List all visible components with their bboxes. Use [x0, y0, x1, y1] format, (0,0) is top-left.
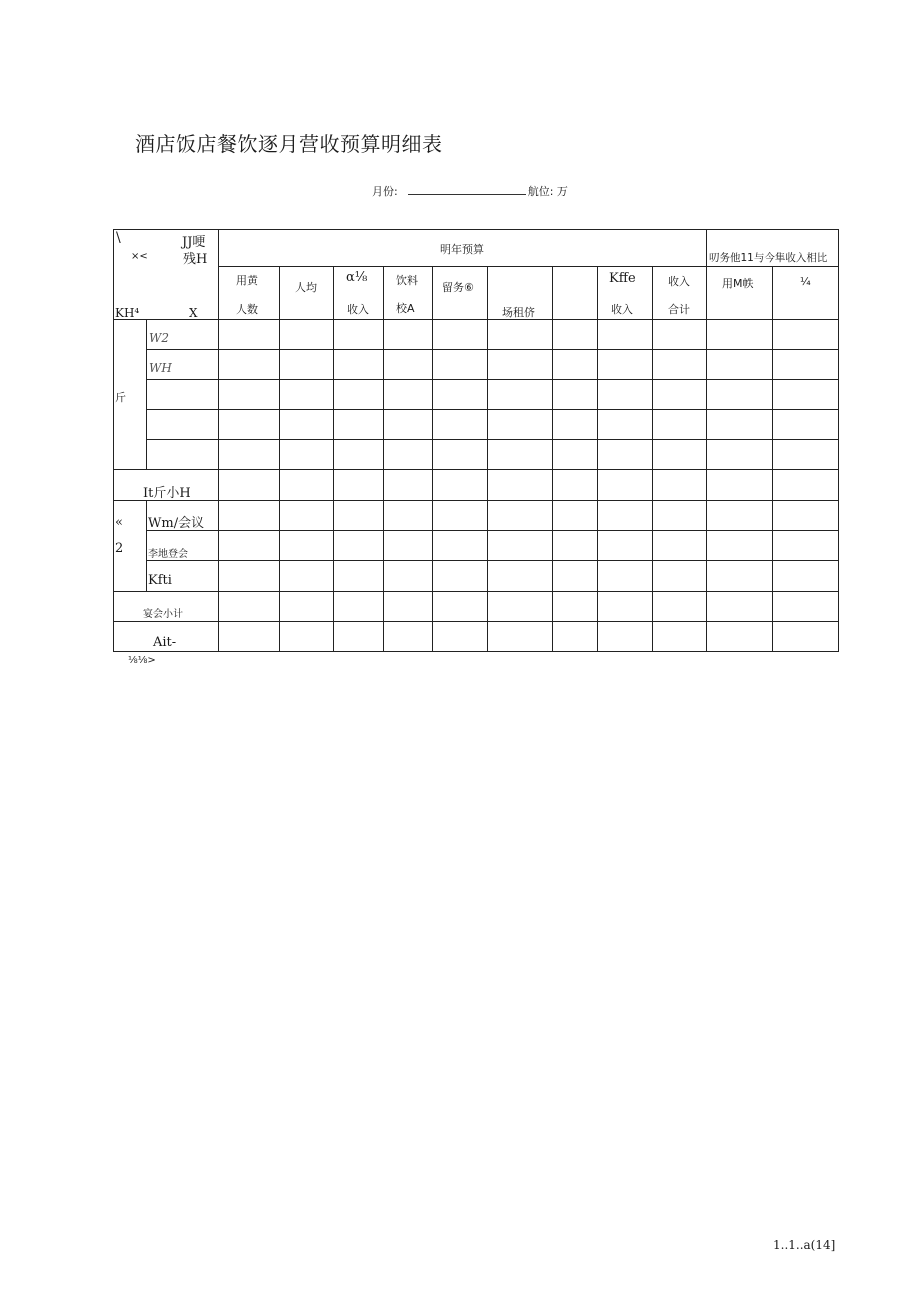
corner-mid-left: ×< — [131, 251, 148, 262]
group2-row-2: 李地登会 — [148, 549, 188, 560]
corner-bottom-right: X — [189, 306, 198, 320]
table-note: ⅛⅛> — [128, 655, 156, 666]
page-footer: 1..1..a(14] — [773, 1238, 836, 1252]
col-header-3-line2: 收入 — [347, 303, 369, 316]
col-header-9-line2: 合计 — [668, 303, 690, 316]
corner-top-right: JJ哽 — [182, 235, 206, 250]
col-header-4-line2: 校A — [396, 302, 415, 315]
col-header-2-line1: 人均 — [295, 281, 317, 294]
col-header-6-line2: 场租侪 — [502, 306, 535, 319]
col-header-3-line1: α⅛ — [346, 270, 368, 285]
col-header-5-line1: 留务⑥ — [442, 281, 474, 294]
group1-row-1: W2 — [149, 331, 169, 345]
corner-bottom-left: KH⁴ — [115, 306, 140, 320]
col-header-1-line1: 用黄 — [236, 274, 258, 287]
col-header-1-line2: 人数 — [236, 303, 258, 316]
group2-label-top: « — [115, 515, 123, 530]
compare-col-2: ¼ — [800, 275, 811, 288]
compare-col-1: 用M帙 — [722, 277, 754, 290]
group2-row-1: Wm/会议 — [148, 516, 205, 531]
total-label: Ait- — [153, 635, 177, 650]
corner-mid-right: 残H — [183, 252, 208, 267]
col-header-8-line2: 收入 — [611, 303, 633, 316]
group2-label-bottom: 2 — [115, 541, 124, 556]
subtotal2-label: 宴会小计 — [143, 609, 183, 620]
unit-label: 航位: 万 — [527, 185, 568, 198]
budget-header: 明年预算 — [440, 243, 484, 256]
subtotal1-label: It斤小H — [143, 486, 191, 501]
group1-row-2: WH — [149, 361, 172, 375]
group1-label: 斤 — [115, 391, 126, 404]
month-label: 月份: — [372, 185, 398, 198]
group2-row-3: Kfti — [148, 573, 172, 588]
col-header-8-line1: Kffe — [609, 271, 636, 286]
corner-backslash: \ — [116, 230, 121, 246]
compare-header: 叨务他11与今隼收入相比 — [709, 252, 828, 264]
page-title: 酒店饭店餐饮逐月营收预算明细表 — [135, 132, 443, 156]
col-header-4-line1: 饮料 — [396, 274, 418, 287]
col-header-9-line1: 收入 — [668, 275, 690, 288]
